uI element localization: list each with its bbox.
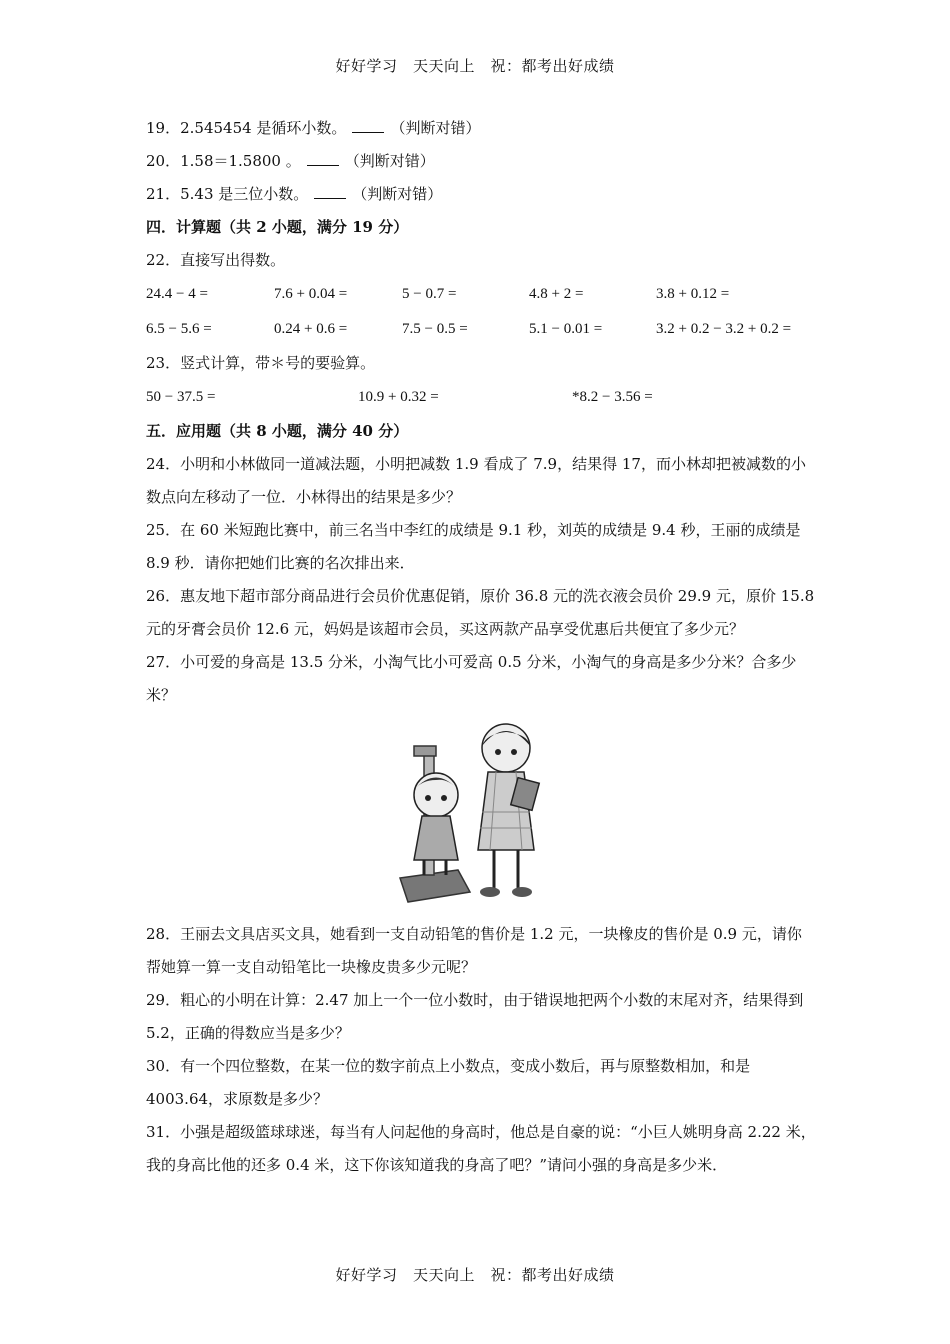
question-25: 25．在 60 米短跑比赛中，前三名当中李红的成绩是 9.1 秒，刘英的成绩是 9.4 秒，王丽的成绩是 8.9 秒．请你把她们比赛的名次排出来．: [146, 521, 801, 572]
q22-row-1: [146, 277, 816, 312]
q22-expr: 3.2 + 0.2 − 3.2 + 0.2 =: [656, 321, 792, 337]
q22-expr: 24.4 − 4 =: [146, 286, 208, 302]
question-24: 24．小明和小林做同一道减法题，小明把减数 1.9 看成了 7.9，结果得 17，而小林却把被减数的小数点向左移动了一位．小林得出的结果是多少？: [146, 455, 806, 506]
q22-row-2: [146, 312, 816, 347]
question-22: 22．直接写出得数。: [146, 251, 286, 269]
q23-expr: *8.2 − 3.56 =: [572, 389, 653, 405]
height-measure-illustration: [146, 712, 816, 918]
children-measuring-height-image: [378, 720, 578, 910]
q22-expr: 7.6 + 0.04 =: [274, 286, 348, 302]
section-4-heading: 四．计算题（共 2 小题，满分 19 分）: [146, 218, 409, 236]
question-26: 26．惠友地下超市部分商品进行会员价优惠促销，原价 36.8 元的洗衣液会员价 29.9 元，原价 15.8 元的牙膏会员价 12.6 元，妈妈是该超市会员，买这两款产品享受优惠后共便宜了多少元？: [146, 587, 815, 638]
answer-blank-19[interactable]: [352, 118, 384, 133]
q22-expr: 5.1 − 0.01 =: [529, 321, 603, 337]
question-27: 27．小可爱的身高是 13.5 分米，小淘气比小可爱高 0.5 分米，小淘气的身高是多少分米？合多少米？: [146, 653, 797, 704]
question-19-text: 19．2.545454 是循环小数。: [146, 119, 347, 137]
question-20: [146, 145, 816, 178]
q23-row: [146, 380, 816, 415]
question-20-text: 20．1.58＝1.5800 。: [146, 152, 301, 170]
q22-expr: 5 − 0.7 =: [402, 286, 457, 302]
q23-expr: 10.9 + 0.32 =: [358, 389, 439, 405]
q23-expr: 50 − 37.5 =: [146, 389, 216, 405]
q22-expr: 4.8 + 2 =: [529, 286, 584, 302]
question-20-tail: （判断对错）: [344, 152, 435, 170]
q22-expr: 6.5 − 5.6 =: [146, 321, 212, 337]
answer-blank-20[interactable]: [307, 151, 339, 166]
question-23: 23．竖式计算，带＊号的要验算。: [146, 354, 376, 372]
worksheet-content: [146, 112, 816, 1182]
question-19: [146, 112, 816, 145]
question-31: 31．小强是超级篮球球迷，每当有人问起他的身高时，他总是自豪的说：“小巨人姚明身高 2.22 米，我的身高比他的还多 0.4 米，这下你该知道我的身高了吧？”请问小强的身高是多少米．: [146, 1123, 816, 1174]
question-29: 29．粗心的小明在计算：2.47 加上一个一位小数时，由于错误地把两个小数的末尾对齐，结果得到 5.2，正确的得数应当是多少？: [146, 991, 804, 1042]
question-19-tail: （判断对错）: [390, 119, 481, 137]
page-header: 好好学习 天天向上 祝：都考出好成绩: [335, 57, 615, 75]
question-21-text: 21．5.43 是三位小数。: [146, 185, 309, 203]
question-28: 28．王丽去文具店买文具，她看到一支自动铅笔的售价是 1.2 元，一块橡皮的售价是 0.9 元，请你帮她算一算一支自动铅笔比一块橡皮贵多少元呢？: [146, 925, 802, 976]
question-30: 30．有一个四位整数，在某一位的数字前点上小数点，变成小数后，再与原整数相加，和是 4003.64，求原数是多少？: [146, 1057, 751, 1108]
answer-blank-21[interactable]: [314, 184, 346, 199]
q22-expr: 3.8 + 0.12 =: [656, 286, 730, 302]
section-5-heading: 五．应用题（共 8 小题，满分 40 分）: [146, 422, 409, 440]
page-footer: 好好学习 天天向上 祝：都考出好成绩: [335, 1266, 615, 1284]
q22-expr: 0.24 + 0.6 =: [274, 321, 348, 337]
q22-expr: 7.5 − 0.5 =: [402, 321, 468, 337]
question-21: [146, 178, 816, 211]
question-21-tail: （判断对错）: [352, 185, 443, 203]
